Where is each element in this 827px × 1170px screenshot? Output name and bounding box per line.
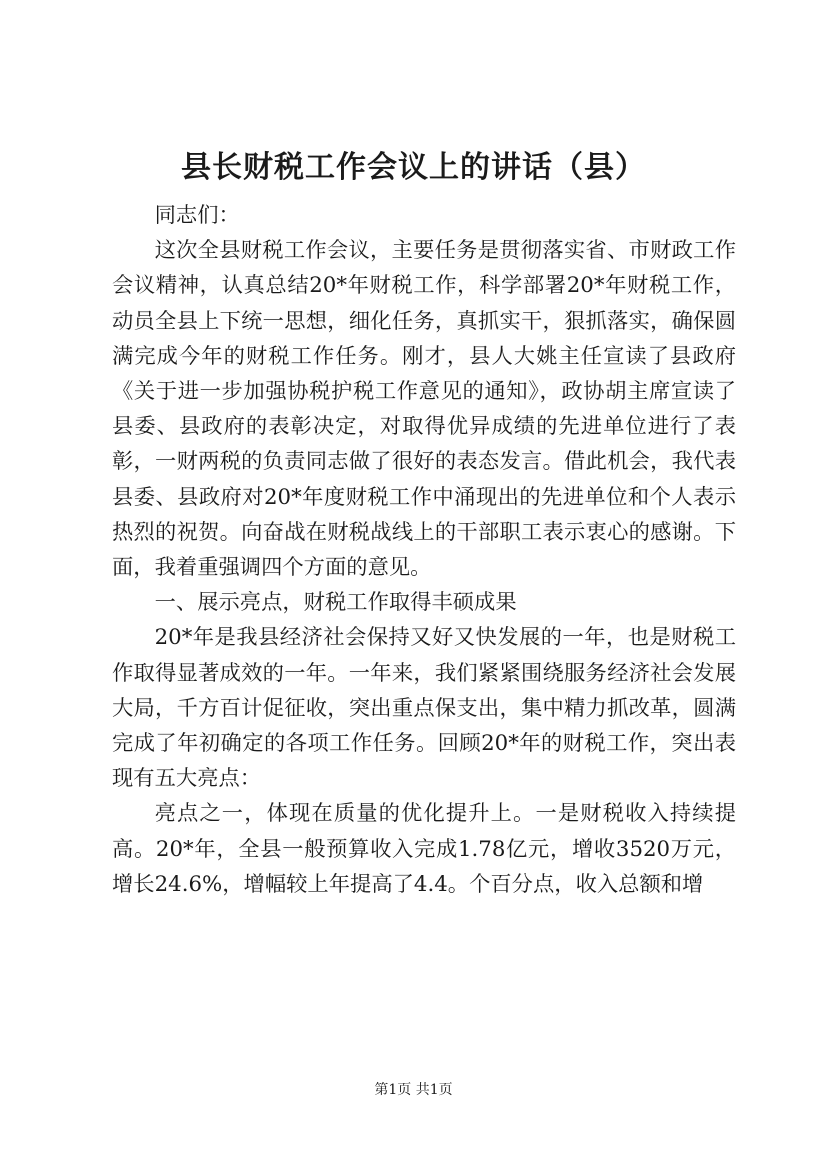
document-body [112, 198, 736, 902]
salutation-paragraph: 同志们： [154, 203, 240, 228]
document-title: 县长财税工作会议上的讲话（县） [181, 150, 646, 185]
body-paragraph: 亮点之一，体现在质量的优化提升上。一是财税收入持续提高。20*年，全县一般预算收入完成1.78亿元，增收3520万元，增长24.6%，增幅较上年提高了4.4。个百分点，收入总额和增 [112, 801, 736, 897]
body-paragraph: 这次全县财税工作会议，主要任务是贯彻落实省、市财政工作会议精神，认真总结20*年财税工作，科学部署20*年财税工作，动员全县上下统一思想，细化任务，真抓实干，狠抓落实，确保圆满完成今年的财税工作任务。刚才，县人大姚主任宣读了县政府《关于进一步加强协税护税工作意见的通知》，政协胡主席宣读了县委、县政府的表彰决定，对取得优异成绩的先进单位进行了表彰，一财两税的负责同志做了很好的表态发言。借此机会，我代表县委、县政府对20*年度财税工作中涌现出的先进单位和个人表示热烈的祝贺。向奋战在财税战线上的干部职工表示衷心的感谢。下面，我着重强调四个方面的意见。 [112, 238, 736, 581]
section-heading: 一、展示亮点，财税工作取得丰硕成果 [154, 590, 517, 616]
page-footer: 第1页 共1页 [374, 1082, 453, 1098]
body-paragraph: 20*年是我县经济社会保持又好又快发展的一年，也是财税工作取得显著成效的一年。一年来，我们紧紧围绕服务经济社会发展大局，千方百计促征收，突出重点保支出，集中精力抓改革，圆满完成了年初确定的各项工作任务。回顾20*年的财税工作，突出表现有五大亮点： [112, 625, 736, 792]
